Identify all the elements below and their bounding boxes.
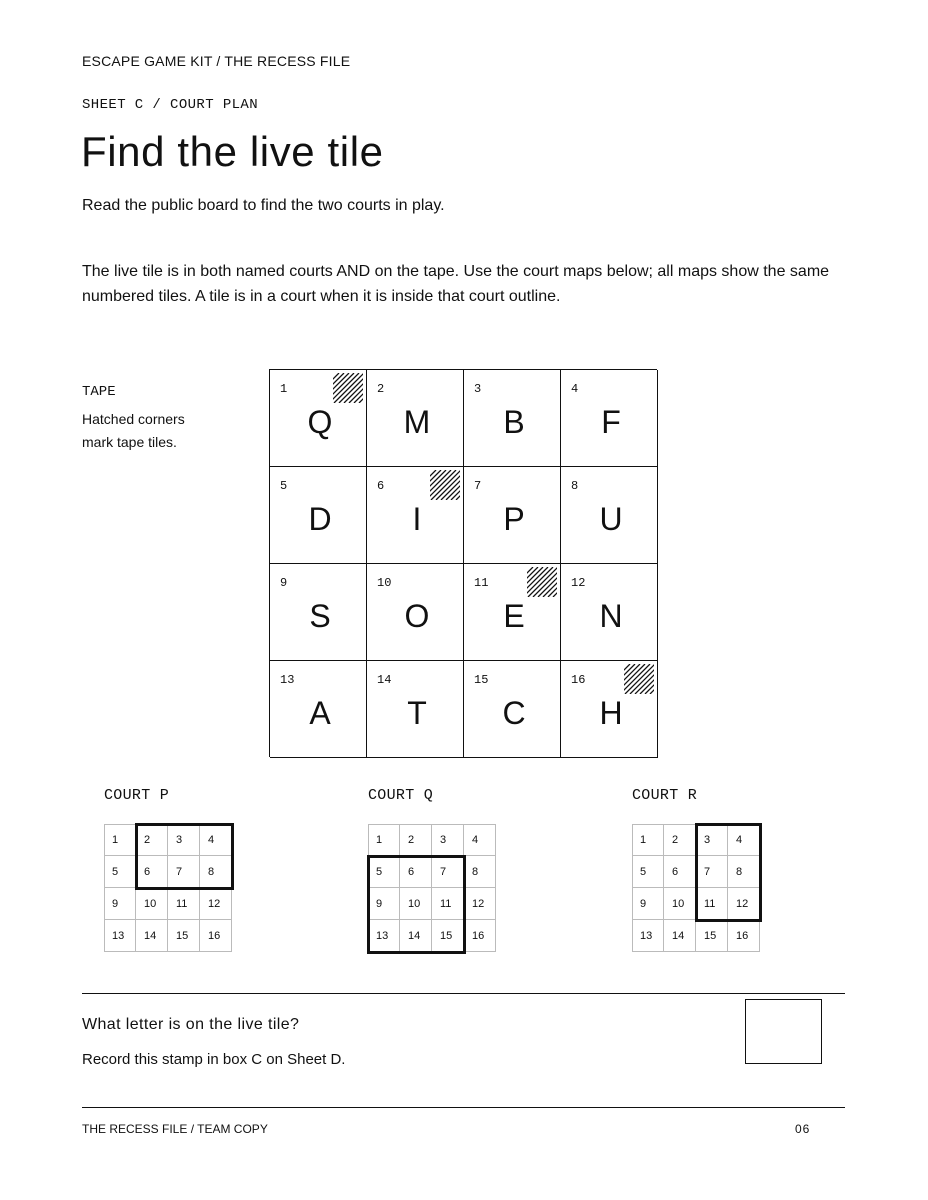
board-tile <box>464 661 561 758</box>
tile-number: 5 <box>280 479 288 493</box>
tile-number: 16 <box>571 673 586 687</box>
divider <box>82 993 845 994</box>
court-r-map <box>632 824 760 952</box>
tape-hatch-icon <box>333 373 363 403</box>
tile-letter: P <box>503 501 525 537</box>
tile-number: 3 <box>474 382 482 396</box>
court-outline <box>695 823 762 922</box>
court-map-cell: 2 <box>664 824 696 856</box>
court-map-cell: 16 <box>200 920 232 952</box>
tile-number: 15 <box>474 673 489 687</box>
court-map-cell: 14 <box>664 920 696 952</box>
court-map-cell: 5 <box>368 856 400 888</box>
intro-text: Read the public board to find the two courts in play. <box>82 197 445 214</box>
tile-number: 11 <box>474 576 489 590</box>
board-tile <box>561 370 658 467</box>
court-map-cell: 8 <box>200 856 232 888</box>
court-map-cell: 12 <box>200 888 232 920</box>
tile-number: 12 <box>571 576 586 590</box>
board-tile <box>367 564 464 661</box>
instructions-text: The live tile is in both named courts AND on the tape. Use the court maps below; all maps show the same numbered tiles. A tile is in a court when it is inside that court outline. <box>82 263 830 305</box>
board-tile <box>367 370 464 467</box>
court-map-cell: 14 <box>400 920 432 952</box>
tile-letter: T <box>407 695 427 731</box>
board-tile <box>367 661 464 758</box>
court-map-cell: 2 <box>136 824 168 856</box>
tile-letter: Q <box>307 404 333 440</box>
court-map-cell: 15 <box>168 920 200 952</box>
tape-label: TAPE <box>82 384 116 400</box>
court-map-cell: 1 <box>368 824 400 856</box>
board-tile <box>270 370 367 467</box>
court-map-cell: 10 <box>664 888 696 920</box>
court-map-cell: 9 <box>368 888 400 920</box>
court-map-cell: 4 <box>464 824 496 856</box>
tile-letter: H <box>599 695 623 731</box>
board-tile <box>561 661 658 758</box>
tile-number: 8 <box>571 479 579 493</box>
court-map-cell: 13 <box>368 920 400 952</box>
tape-note: Hatched corners mark tape tiles. <box>82 411 185 450</box>
tile-letter: N <box>599 598 623 634</box>
board-tile <box>464 467 561 564</box>
tile-number: 7 <box>474 479 482 493</box>
board-tile <box>561 564 658 661</box>
court-map-cell: 6 <box>400 856 432 888</box>
court-map-cell: 4 <box>728 824 760 856</box>
tile-letter: S <box>309 598 331 634</box>
board-tile <box>270 661 367 758</box>
tile-number: 2 <box>377 382 385 396</box>
board-tile <box>464 564 561 661</box>
court-map-cell: 7 <box>696 856 728 888</box>
sheet-label: SHEET C / COURT PLAN <box>82 97 259 113</box>
court-map-cell: 11 <box>696 888 728 920</box>
court-map-cell: 9 <box>104 888 136 920</box>
court-map-cell: 12 <box>464 888 496 920</box>
tile-letter: O <box>404 598 430 634</box>
court-map-cell: 8 <box>464 856 496 888</box>
tile-board <box>269 369 657 757</box>
court-map-cell: 6 <box>664 856 696 888</box>
record-instruction: Record this stamp in box C on Sheet D. <box>82 1051 346 1068</box>
board-tile <box>270 467 367 564</box>
tile-letter: D <box>308 501 332 537</box>
court-p-label: COURT P <box>104 787 170 804</box>
footer-divider <box>82 1107 845 1108</box>
tile-number: 14 <box>377 673 392 687</box>
court-map-cell: 7 <box>432 856 464 888</box>
court-map-cell: 15 <box>696 920 728 952</box>
tile-number: 9 <box>280 576 288 590</box>
court-map-cell: 16 <box>464 920 496 952</box>
tile-number: 1 <box>280 382 288 396</box>
court-map-cell: 8 <box>728 856 760 888</box>
court-q-map <box>368 824 496 952</box>
board-tile <box>464 370 561 467</box>
court-map-cell: 4 <box>200 824 232 856</box>
tape-hatch-icon <box>624 664 654 694</box>
court-map-cell: 1 <box>632 824 664 856</box>
tile-letter: I <box>412 501 422 537</box>
page-title: Find the live tile <box>81 128 384 175</box>
court-map-cell: 7 <box>168 856 200 888</box>
tile-letter: C <box>502 695 526 731</box>
court-map-cell: 14 <box>136 920 168 952</box>
tile-letter: F <box>601 404 621 440</box>
answer-box[interactable] <box>745 999 822 1064</box>
board-tile <box>270 564 367 661</box>
court-outline <box>367 855 466 954</box>
court-map-cell: 16 <box>728 920 760 952</box>
tile-number: 4 <box>571 382 579 396</box>
tile-number: 13 <box>280 673 295 687</box>
court-map-cell: 3 <box>168 824 200 856</box>
court-q-label: COURT Q <box>368 787 434 804</box>
court-map-cell: 12 <box>728 888 760 920</box>
court-map-cell: 2 <box>400 824 432 856</box>
kit-header: ESCAPE GAME KIT / THE RECESS FILE <box>82 53 351 69</box>
tile-letter: A <box>309 695 331 731</box>
tile-letter: E <box>503 598 525 634</box>
court-map-cell: 15 <box>432 920 464 952</box>
court-map-cell: 3 <box>432 824 464 856</box>
court-map-cell: 3 <box>696 824 728 856</box>
court-map-cell: 5 <box>632 856 664 888</box>
court-r-label: COURT R <box>632 787 698 804</box>
court-map-cell: 6 <box>136 856 168 888</box>
board-tile <box>367 467 464 564</box>
court-map-cell: 10 <box>400 888 432 920</box>
court-map-cell: 5 <box>104 856 136 888</box>
court-map-cell: 11 <box>432 888 464 920</box>
court-map-cell: 1 <box>104 824 136 856</box>
question-text: What letter is on the live tile? <box>82 1016 300 1033</box>
tile-letter: M <box>403 404 431 440</box>
footer-text: THE RECESS FILE / TEAM COPY <box>82 1122 268 1136</box>
page-number: 06 <box>795 1122 811 1136</box>
tile-letter: B <box>503 404 525 440</box>
court-p-map <box>104 824 232 952</box>
court-outline <box>135 823 234 890</box>
court-map-cell: 9 <box>632 888 664 920</box>
tape-hatch-icon <box>430 470 460 500</box>
tile-number: 6 <box>377 479 385 493</box>
court-map-cell: 11 <box>168 888 200 920</box>
tape-hatch-icon <box>527 567 557 597</box>
tile-number: 10 <box>377 576 392 590</box>
court-map-cell: 13 <box>632 920 664 952</box>
court-map-cell: 10 <box>136 888 168 920</box>
board-tile <box>561 467 658 564</box>
tile-letter: U <box>599 501 623 537</box>
court-map-cell: 13 <box>104 920 136 952</box>
